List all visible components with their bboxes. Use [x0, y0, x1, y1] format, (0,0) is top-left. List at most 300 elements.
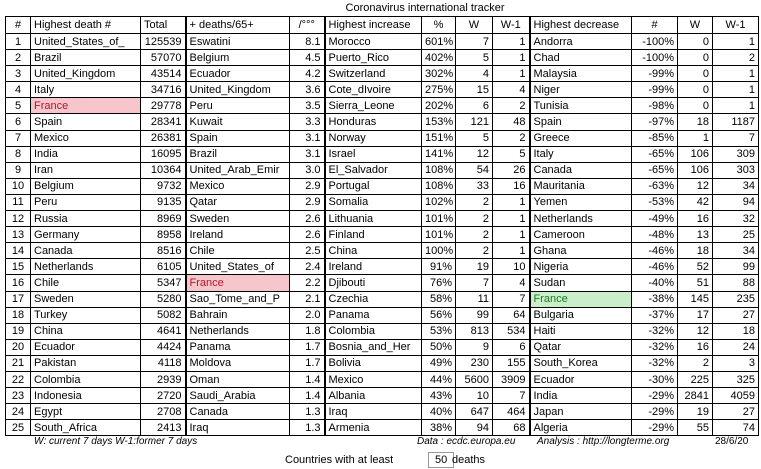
cell-decrease-w1[interactable]: 88 — [713, 275, 759, 291]
cell-increase-country[interactable]: El_Salvador — [325, 162, 422, 178]
cell-increase-pct[interactable]: 91% — [422, 259, 456, 275]
cell-ratio-value[interactable]: 2.9 — [290, 194, 325, 210]
cell-decrease-pct[interactable]: -100% — [632, 50, 678, 66]
cell-decrease-country[interactable]: South_Korea — [530, 355, 632, 371]
cell-decrease-pct[interactable]: -37% — [632, 307, 678, 323]
cell-decrease-country[interactable]: Malaysia — [530, 66, 632, 82]
cell-increase-w1[interactable]: 68 — [493, 420, 530, 436]
header-death-total[interactable]: Total — [141, 17, 186, 34]
cell-ratio-value[interactable]: 2.1 — [290, 291, 325, 307]
cell-decrease-pct[interactable]: -97% — [632, 114, 678, 130]
cell-increase-country[interactable]: China — [325, 243, 422, 259]
cell-ratio-country[interactable]: Iraq — [186, 420, 290, 436]
cell-increase-pct[interactable]: 153% — [422, 114, 456, 130]
cell-increase-w[interactable]: 15 — [456, 82, 493, 98]
cell-decrease-w[interactable]: 16 — [678, 339, 713, 355]
cell-increase-pct[interactable]: 141% — [422, 146, 456, 162]
cell-increase-w1[interactable]: 7 — [493, 388, 530, 404]
cell-death-country[interactable]: Chile — [31, 275, 141, 291]
cell-death-total[interactable]: 2708 — [141, 404, 186, 420]
cell-death-country[interactable]: Indonesia — [31, 388, 141, 404]
cell-ratio-country[interactable]: Peru — [186, 98, 290, 114]
cell-death-total[interactable]: 43514 — [141, 66, 186, 82]
cell-decrease-country[interactable]: Mauritania — [530, 178, 632, 194]
cell-decrease-w1[interactable]: 34 — [713, 243, 759, 259]
cell-death-total[interactable]: 4641 — [141, 323, 186, 339]
cell-death-total[interactable]: 8958 — [141, 227, 186, 243]
cell-increase-w1[interactable]: 1 — [493, 50, 530, 66]
cell-increase-w[interactable]: 33 — [456, 178, 493, 194]
cell-increase-w[interactable]: 2 — [456, 243, 493, 259]
cell-increase-country[interactable]: Switzerland — [325, 66, 422, 82]
cell-decrease-w[interactable]: 16 — [678, 211, 713, 227]
cell-ratio-country[interactable]: Eswatini — [186, 34, 290, 50]
cell-decrease-country[interactable]: Netherlands — [530, 211, 632, 227]
cell-increase-w[interactable]: 11 — [456, 291, 493, 307]
cell-increase-pct[interactable]: 44% — [422, 371, 456, 387]
cell-death-total[interactable]: 16095 — [141, 146, 186, 162]
cell-decrease-country[interactable]: Greece — [530, 130, 632, 146]
cell-increase-pct[interactable]: 601% — [422, 34, 456, 50]
cell-increase-w[interactable]: 5 — [456, 50, 493, 66]
cell-increase-w[interactable]: 4 — [456, 66, 493, 82]
cell-death-total[interactable]: 10364 — [141, 162, 186, 178]
header-decrease-w[interactable]: W — [678, 17, 713, 34]
cell-increase-pct[interactable]: 108% — [422, 162, 456, 178]
cell-decrease-country[interactable]: Andorra — [530, 34, 632, 50]
cell-ratio-country[interactable]: Saudi_Arabia — [186, 388, 290, 404]
cell-decrease-pct[interactable]: -29% — [632, 388, 678, 404]
cell-decrease-w1[interactable]: 99 — [713, 259, 759, 275]
cell-decrease-w[interactable]: 12 — [678, 178, 713, 194]
cell-death-total[interactable]: 26381 — [141, 130, 186, 146]
cell-ratio-value[interactable]: 2.0 — [290, 307, 325, 323]
cell-death-total[interactable]: 4424 — [141, 339, 186, 355]
cell-rank[interactable]: 17 — [6, 291, 31, 307]
cell-increase-w[interactable]: 12 — [456, 146, 493, 162]
cell-increase-w[interactable]: 2 — [456, 194, 493, 210]
cell-ratio-value[interactable]: 1.8 — [290, 323, 325, 339]
cell-decrease-pct[interactable]: -32% — [632, 355, 678, 371]
cell-death-total[interactable]: 29778 — [141, 98, 186, 114]
cell-decrease-country[interactable]: Sudan — [530, 275, 632, 291]
cell-decrease-country[interactable]: Italy — [530, 146, 632, 162]
cell-decrease-w1[interactable]: 309 — [713, 146, 759, 162]
cell-ratio-value[interactable]: 3.3 — [290, 114, 325, 130]
cell-decrease-pct[interactable]: -48% — [632, 227, 678, 243]
cell-increase-w[interactable]: 2 — [456, 227, 493, 243]
cell-decrease-country[interactable]: Niger — [530, 82, 632, 98]
cell-death-total[interactable]: 28341 — [141, 114, 186, 130]
cell-ratio-country[interactable]: Belgium — [186, 50, 290, 66]
cell-death-country[interactable]: South_Africa — [31, 420, 141, 436]
cell-decrease-pct[interactable]: -98% — [632, 98, 678, 114]
cell-decrease-pct[interactable]: -40% — [632, 275, 678, 291]
cell-ratio-country[interactable]: Bahrain — [186, 307, 290, 323]
cell-rank[interactable]: 22 — [6, 371, 31, 387]
cell-ratio-country[interactable]: United_States_of — [186, 259, 290, 275]
cell-increase-pct[interactable]: 302% — [422, 66, 456, 82]
cell-death-country[interactable]: Germany — [31, 227, 141, 243]
cell-rank[interactable]: 7 — [6, 130, 31, 146]
cell-increase-country[interactable]: Bolivia — [325, 355, 422, 371]
cell-decrease-w[interactable]: 0 — [678, 66, 713, 82]
cell-decrease-w1[interactable]: 325 — [713, 371, 759, 387]
cell-death-country[interactable]: Canada — [31, 243, 141, 259]
cell-increase-pct[interactable]: 101% — [422, 211, 456, 227]
cell-death-country[interactable]: Spain — [31, 114, 141, 130]
cell-death-country[interactable]: Iran — [31, 162, 141, 178]
cell-increase-pct[interactable]: 402% — [422, 50, 456, 66]
cell-increase-country[interactable]: Morocco — [325, 34, 422, 50]
cell-decrease-pct[interactable]: -65% — [632, 146, 678, 162]
cell-decrease-w[interactable]: 13 — [678, 227, 713, 243]
cell-decrease-pct[interactable]: -32% — [632, 323, 678, 339]
cell-death-country[interactable]: Colombia — [31, 371, 141, 387]
cell-increase-w1[interactable]: 7 — [493, 291, 530, 307]
cell-ratio-value[interactable]: 8.1 — [290, 34, 325, 50]
cell-death-total[interactable]: 4118 — [141, 355, 186, 371]
cell-death-total[interactable]: 5347 — [141, 275, 186, 291]
cell-increase-w[interactable]: 99 — [456, 307, 493, 323]
cell-decrease-w1[interactable]: 27 — [713, 307, 759, 323]
header-increase-pct[interactable]: % — [422, 17, 456, 34]
cell-death-country[interactable]: China — [31, 323, 141, 339]
cell-rank[interactable]: 18 — [6, 307, 31, 323]
cell-decrease-w1[interactable]: 4059 — [713, 388, 759, 404]
cell-ratio-country[interactable]: Chile — [186, 243, 290, 259]
cell-increase-country[interactable]: Bosnia_and_Her — [325, 339, 422, 355]
cell-increase-country[interactable]: Mexico — [325, 371, 422, 387]
cell-death-total[interactable]: 8516 — [141, 243, 186, 259]
cell-increase-w1[interactable]: 1 — [493, 34, 530, 50]
cell-death-total[interactable]: 8969 — [141, 211, 186, 227]
cell-increase-w1[interactable]: 464 — [493, 404, 530, 420]
cell-decrease-w[interactable]: 0 — [678, 50, 713, 66]
cell-ratio-country[interactable]: Spain — [186, 130, 290, 146]
header-rank[interactable]: # — [6, 17, 31, 34]
cell-increase-w[interactable]: 7 — [456, 275, 493, 291]
cell-increase-w1[interactable]: 5 — [493, 146, 530, 162]
cell-decrease-w1[interactable]: 27 — [713, 404, 759, 420]
cell-increase-w[interactable]: 121 — [456, 114, 493, 130]
cell-increase-w1[interactable]: 1 — [493, 66, 530, 82]
cell-increase-pct[interactable]: 101% — [422, 227, 456, 243]
cell-decrease-w1[interactable]: 24 — [713, 339, 759, 355]
cell-increase-pct[interactable]: 50% — [422, 339, 456, 355]
cell-death-total[interactable]: 5280 — [141, 291, 186, 307]
cell-ratio-country[interactable]: Kuwait — [186, 114, 290, 130]
cell-ratio-country[interactable]: Brazil — [186, 146, 290, 162]
cell-rank[interactable]: 5 — [6, 98, 31, 114]
cell-decrease-w1[interactable]: 32 — [713, 211, 759, 227]
cell-decrease-w[interactable]: 1 — [678, 130, 713, 146]
cell-increase-w1[interactable]: 6 — [493, 339, 530, 355]
cell-decrease-w1[interactable]: 94 — [713, 194, 759, 210]
cell-ratio-value[interactable]: 2.2 — [290, 275, 325, 291]
cell-decrease-w1[interactable]: 1 — [713, 98, 759, 114]
cell-decrease-country[interactable]: Nigeria — [530, 259, 632, 275]
cell-rank[interactable]: 19 — [6, 323, 31, 339]
cell-increase-w1[interactable]: 1 — [493, 211, 530, 227]
header-ratio-value[interactable]: /°°° — [290, 17, 325, 34]
header-ratio-country[interactable]: + deaths/65+ — [186, 17, 290, 34]
cell-increase-pct[interactable]: 40% — [422, 404, 456, 420]
cell-increase-w1[interactable]: 1 — [493, 243, 530, 259]
cell-death-country[interactable]: Egypt — [31, 404, 141, 420]
cell-ratio-value[interactable]: 1.7 — [290, 339, 325, 355]
cell-increase-country[interactable]: Honduras — [325, 114, 422, 130]
cell-ratio-country[interactable]: Moldova — [186, 355, 290, 371]
cell-increase-country[interactable]: Finland — [325, 227, 422, 243]
cell-rank[interactable]: 9 — [6, 162, 31, 178]
cell-rank[interactable]: 23 — [6, 388, 31, 404]
cell-decrease-pct[interactable]: -46% — [632, 243, 678, 259]
cell-increase-country[interactable]: Panama — [325, 307, 422, 323]
cell-increase-w1[interactable]: 16 — [493, 178, 530, 194]
cell-increase-w1[interactable]: 2 — [493, 130, 530, 146]
cell-decrease-w1[interactable]: 25 — [713, 227, 759, 243]
cell-death-total[interactable]: 5082 — [141, 307, 186, 323]
cell-decrease-country[interactable]: Canada — [530, 162, 632, 178]
cell-ratio-value[interactable]: 1.3 — [290, 404, 325, 420]
cell-decrease-w1[interactable]: 74 — [713, 420, 759, 436]
header-decrease-w1[interactable]: W-1 — [713, 17, 759, 34]
cell-increase-country[interactable]: Iraq — [325, 404, 422, 420]
cell-increase-w[interactable]: 6 — [456, 98, 493, 114]
cell-increase-w1[interactable]: 10 — [493, 259, 530, 275]
cell-decrease-w[interactable]: 0 — [678, 98, 713, 114]
cell-death-country[interactable]: Italy — [31, 82, 141, 98]
cell-decrease-country[interactable]: Algeria — [530, 420, 632, 436]
cell-ratio-country[interactable]: France — [186, 275, 290, 291]
cell-decrease-country[interactable]: Ecuador — [530, 371, 632, 387]
cell-increase-w1[interactable]: 534 — [493, 323, 530, 339]
cell-ratio-country[interactable]: Qatar — [186, 194, 290, 210]
cell-increase-pct[interactable]: 56% — [422, 307, 456, 323]
cell-ratio-value[interactable]: 2.5 — [290, 243, 325, 259]
cell-rank[interactable]: 3 — [6, 66, 31, 82]
cell-increase-w1[interactable]: 48 — [493, 114, 530, 130]
cell-decrease-w1[interactable]: 1 — [713, 82, 759, 98]
cell-decrease-w1[interactable]: 1 — [713, 34, 759, 50]
cell-death-country[interactable]: Netherlands — [31, 259, 141, 275]
cell-ratio-country[interactable]: Ecuador — [186, 66, 290, 82]
cell-increase-pct[interactable]: 102% — [422, 194, 456, 210]
cell-decrease-w1[interactable]: 34 — [713, 178, 759, 194]
cell-decrease-w[interactable]: 2 — [678, 355, 713, 371]
cell-increase-country[interactable]: Ireland — [325, 259, 422, 275]
cell-decrease-w[interactable]: 17 — [678, 307, 713, 323]
cell-increase-w[interactable]: 813 — [456, 323, 493, 339]
cell-rank[interactable]: 6 — [6, 114, 31, 130]
cell-decrease-country[interactable]: Tunisia — [530, 98, 632, 114]
cell-decrease-pct[interactable]: -100% — [632, 34, 678, 50]
cell-decrease-country[interactable]: India — [530, 388, 632, 404]
cell-increase-w[interactable]: 19 — [456, 259, 493, 275]
cell-increase-pct[interactable]: 58% — [422, 291, 456, 307]
cell-death-country[interactable]: Belgium — [31, 178, 141, 194]
cell-increase-w[interactable]: 7 — [456, 34, 493, 50]
cell-ratio-country[interactable]: Netherlands — [186, 323, 290, 339]
cell-increase-country[interactable]: Israel — [325, 146, 422, 162]
cell-increase-country[interactable]: Cote_dIvoire — [325, 82, 422, 98]
cell-death-total[interactable]: 9732 — [141, 178, 186, 194]
cell-rank[interactable]: 12 — [6, 211, 31, 227]
cell-death-country[interactable]: United_States_of_ — [31, 34, 141, 50]
cell-rank[interactable]: 16 — [6, 275, 31, 291]
cell-increase-w[interactable]: 5 — [456, 130, 493, 146]
cell-increase-pct[interactable]: 38% — [422, 420, 456, 436]
threshold-input[interactable]: 50 — [428, 452, 454, 468]
cell-decrease-country[interactable]: Bulgaria — [530, 307, 632, 323]
cell-decrease-w[interactable]: 106 — [678, 146, 713, 162]
header-death-country[interactable]: Highest death # — [31, 17, 141, 34]
cell-death-total[interactable]: 6105 — [141, 259, 186, 275]
cell-ratio-value[interactable]: 3.6 — [290, 82, 325, 98]
cell-decrease-w[interactable]: 145 — [678, 291, 713, 307]
cell-ratio-country[interactable]: United_Arab_Emir — [186, 162, 290, 178]
cell-ratio-country[interactable]: Panama — [186, 339, 290, 355]
cell-decrease-w1[interactable]: 7 — [713, 130, 759, 146]
cell-ratio-value[interactable]: 1.3 — [290, 420, 325, 436]
cell-ratio-value[interactable]: 3.5 — [290, 98, 325, 114]
cell-ratio-value[interactable]: 1.7 — [290, 355, 325, 371]
cell-decrease-w1[interactable]: 303 — [713, 162, 759, 178]
cell-increase-country[interactable]: Somalia — [325, 194, 422, 210]
cell-decrease-pct[interactable]: -38% — [632, 291, 678, 307]
cell-increase-w[interactable]: 230 — [456, 355, 493, 371]
cell-decrease-w1[interactable]: 18 — [713, 323, 759, 339]
cell-ratio-value[interactable]: 3.1 — [290, 130, 325, 146]
cell-death-country[interactable]: Turkey — [31, 307, 141, 323]
header-decrease-country[interactable]: Highest decrease — [530, 17, 632, 34]
cell-increase-w1[interactable]: 1 — [493, 227, 530, 243]
cell-rank[interactable]: 8 — [6, 146, 31, 162]
cell-ratio-value[interactable]: 4.5 — [290, 50, 325, 66]
header-increase-w[interactable]: W — [456, 17, 493, 34]
cell-death-country[interactable]: France — [31, 98, 141, 114]
cell-decrease-w[interactable]: 225 — [678, 371, 713, 387]
cell-increase-pct[interactable]: 76% — [422, 275, 456, 291]
cell-increase-pct[interactable]: 275% — [422, 82, 456, 98]
cell-death-country[interactable]: Mexico — [31, 130, 141, 146]
cell-increase-country[interactable]: Lithuania — [325, 211, 422, 227]
cell-increase-w1[interactable]: 26 — [493, 162, 530, 178]
cell-decrease-w1[interactable]: 235 — [713, 291, 759, 307]
cell-ratio-country[interactable]: United_Kingdom — [186, 82, 290, 98]
cell-increase-country[interactable]: Armenia — [325, 420, 422, 436]
cell-ratio-value[interactable]: 2.6 — [290, 227, 325, 243]
cell-decrease-pct[interactable]: -65% — [632, 162, 678, 178]
cell-increase-w1[interactable]: 4 — [493, 275, 530, 291]
cell-increase-pct[interactable]: 202% — [422, 98, 456, 114]
cell-decrease-pct[interactable]: -85% — [632, 130, 678, 146]
header-increase-country[interactable]: Highest increase — [325, 17, 422, 34]
cell-decrease-pct[interactable]: -30% — [632, 371, 678, 387]
cell-ratio-value[interactable]: 4.2 — [290, 66, 325, 82]
cell-increase-country[interactable]: Puerto_Rico — [325, 50, 422, 66]
cell-decrease-country[interactable]: Japan — [530, 404, 632, 420]
cell-decrease-country[interactable]: Spain — [530, 114, 632, 130]
cell-increase-country[interactable]: Colombia — [325, 323, 422, 339]
header-decrease-pct[interactable]: # — [632, 17, 678, 34]
cell-rank[interactable]: 15 — [6, 259, 31, 275]
cell-decrease-country[interactable]: Qatar — [530, 339, 632, 355]
cell-decrease-w[interactable]: 18 — [678, 243, 713, 259]
cell-rank[interactable]: 24 — [6, 404, 31, 420]
header-increase-w1[interactable]: W-1 — [493, 17, 530, 34]
cell-rank[interactable]: 4 — [6, 82, 31, 98]
cell-rank[interactable]: 1 — [6, 34, 31, 50]
cell-decrease-w1[interactable]: 1187 — [713, 114, 759, 130]
cell-decrease-w[interactable]: 18 — [678, 114, 713, 130]
cell-decrease-country[interactable]: Yemen — [530, 194, 632, 210]
cell-ratio-country[interactable]: Sao_Tome_and_P — [186, 291, 290, 307]
cell-increase-w[interactable]: 647 — [456, 404, 493, 420]
cell-ratio-country[interactable]: Mexico — [186, 178, 290, 194]
cell-increase-country[interactable]: Albania — [325, 388, 422, 404]
cell-death-total[interactable]: 2720 — [141, 388, 186, 404]
cell-decrease-w[interactable]: 19 — [678, 404, 713, 420]
cell-increase-country[interactable]: Sierra_Leone — [325, 98, 422, 114]
cell-increase-w1[interactable]: 4 — [493, 82, 530, 98]
cell-decrease-w[interactable]: 52 — [678, 259, 713, 275]
cell-ratio-value[interactable]: 2.6 — [290, 211, 325, 227]
cell-decrease-w[interactable]: 55 — [678, 420, 713, 436]
cell-death-country[interactable]: Ecuador — [31, 339, 141, 355]
cell-ratio-value[interactable]: 2.4 — [290, 259, 325, 275]
cell-ratio-country[interactable]: Canada — [186, 404, 290, 420]
cell-decrease-w[interactable]: 51 — [678, 275, 713, 291]
cell-decrease-w[interactable]: 0 — [678, 34, 713, 50]
cell-increase-w[interactable]: 10 — [456, 388, 493, 404]
cell-death-country[interactable]: Brazil — [31, 50, 141, 66]
cell-increase-w[interactable]: 5600 — [456, 371, 493, 387]
cell-rank[interactable]: 10 — [6, 178, 31, 194]
cell-ratio-country[interactable]: Sweden — [186, 211, 290, 227]
cell-death-country[interactable]: Sweden — [31, 291, 141, 307]
cell-decrease-country[interactable]: Cameroon — [530, 227, 632, 243]
cell-rank[interactable]: 14 — [6, 243, 31, 259]
cell-decrease-pct[interactable]: -53% — [632, 194, 678, 210]
cell-increase-w[interactable]: 54 — [456, 162, 493, 178]
cell-increase-w[interactable]: 94 — [456, 420, 493, 436]
cell-increase-country[interactable]: Portugal — [325, 178, 422, 194]
cell-death-country[interactable]: Pakistan — [31, 355, 141, 371]
cell-increase-country[interactable]: Czechia — [325, 291, 422, 307]
cell-increase-pct[interactable]: 53% — [422, 323, 456, 339]
cell-death-total[interactable]: 9135 — [141, 194, 186, 210]
cell-rank[interactable]: 13 — [6, 227, 31, 243]
cell-increase-w1[interactable]: 64 — [493, 307, 530, 323]
cell-increase-w1[interactable]: 1 — [493, 194, 530, 210]
cell-increase-w[interactable]: 2 — [456, 211, 493, 227]
cell-ratio-value[interactable]: 1.4 — [290, 388, 325, 404]
cell-ratio-country[interactable]: Oman — [186, 371, 290, 387]
cell-ratio-value[interactable]: 3.0 — [290, 162, 325, 178]
cell-increase-w1[interactable]: 2 — [493, 98, 530, 114]
cell-decrease-pct[interactable]: -29% — [632, 404, 678, 420]
cell-decrease-w1[interactable]: 3 — [713, 355, 759, 371]
cell-decrease-pct[interactable]: -46% — [632, 259, 678, 275]
cell-decrease-w[interactable]: 2841 — [678, 388, 713, 404]
cell-decrease-w1[interactable]: 2 — [713, 50, 759, 66]
cell-increase-pct[interactable]: 49% — [422, 355, 456, 371]
cell-death-country[interactable]: India — [31, 146, 141, 162]
cell-decrease-w1[interactable]: 1 — [713, 66, 759, 82]
cell-rank[interactable]: 25 — [6, 420, 31, 436]
